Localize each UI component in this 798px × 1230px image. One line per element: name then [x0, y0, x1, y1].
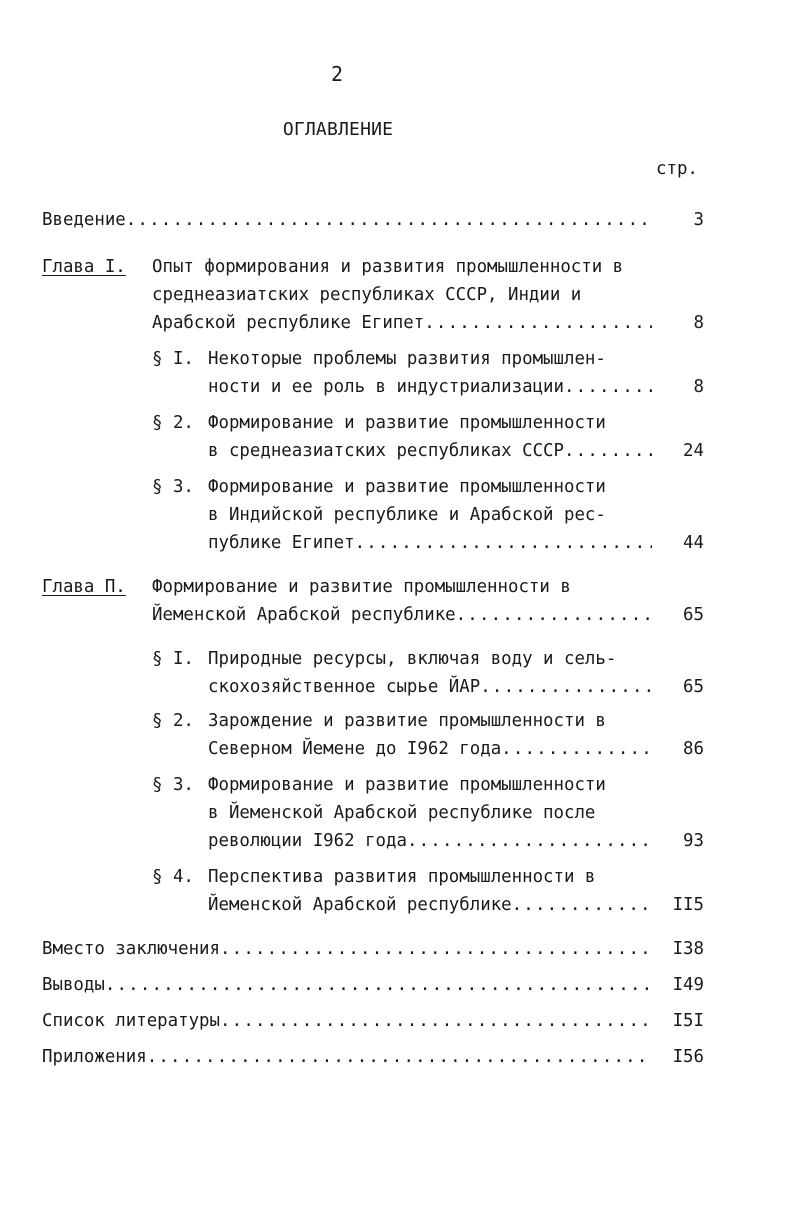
section-title-line: Северном Йемене до I962 года — [208, 739, 502, 759]
dot-leader — [456, 601, 652, 629]
toc-entry-page: 3 — [693, 210, 704, 230]
toc-entry-label: Вместо заключения — [42, 939, 220, 959]
dot-leader — [564, 437, 652, 465]
dot-leader — [147, 1043, 652, 1071]
section-title-last-line — [208, 529, 652, 557]
section-title-last-line — [208, 437, 652, 465]
section-title-line: публике Египет — [208, 533, 355, 553]
toc-entry — [42, 971, 652, 999]
section-title-last-line — [208, 891, 652, 919]
toc-entry-page: I56 — [672, 1047, 704, 1067]
section-mark: § 4. — [152, 867, 194, 887]
toc-entry-page: 44 — [683, 533, 704, 553]
section-title-last-line — [208, 673, 652, 701]
chapter-title-line: Формирование и развитие промышленности в — [152, 577, 571, 597]
page-title: ОГЛАВЛЕНИЕ — [282, 119, 394, 140]
dot-leader — [105, 971, 652, 999]
chapter-title-last-line — [152, 601, 652, 629]
toc-entry-page: 8 — [693, 313, 704, 333]
section-title-line: скохозяйственное сырье ЙАР — [208, 677, 481, 697]
section-title-last-line — [208, 735, 652, 763]
toc-entry — [42, 935, 652, 963]
dot-leader — [355, 529, 652, 557]
section-title-last-line — [208, 373, 652, 401]
section-title-line: Формирование и развитие промышленности — [208, 775, 606, 795]
section-title-line: Формирование и развитие промышленности — [208, 477, 606, 497]
section-mark: § I. — [152, 649, 194, 669]
toc-entry — [42, 1043, 652, 1071]
section-title-line: ности и ее роль в индустриализации — [208, 377, 564, 397]
toc-entry-intro — [42, 206, 652, 234]
toc-entry-page: 93 — [683, 831, 704, 851]
section-mark: § 3. — [152, 477, 194, 497]
section-title-line: Некоторые проблемы развития промышлен- — [208, 349, 606, 369]
dot-leader — [126, 206, 652, 234]
section-mark: § 2. — [152, 413, 194, 433]
toc-entry-label: Список литературы — [42, 1011, 220, 1031]
page-column-label: стр. — [656, 159, 698, 179]
dot-leader — [564, 373, 652, 401]
dot-leader — [480, 673, 652, 701]
toc-entry-label: Выводы — [42, 975, 105, 995]
chapter-title-line: Йеменской Арабской республике — [152, 605, 456, 625]
dot-leader — [512, 891, 652, 919]
chapter-title-line: среднеазиатских республиках СССР, Индии и — [152, 285, 582, 305]
chapter-title-line: Арабской республике Египет — [152, 313, 425, 333]
toc-entry-page: I38 — [672, 939, 704, 959]
dot-leader — [220, 935, 652, 963]
toc-entry-page: 65 — [683, 677, 704, 697]
toc-entry-page: I5I — [672, 1011, 704, 1031]
toc-entry-label: Введение — [42, 210, 126, 230]
section-mark: § I. — [152, 349, 194, 369]
chapter-label: Глава I. — [42, 257, 126, 277]
toc-entry — [42, 1007, 652, 1035]
page-number: 2 — [330, 62, 344, 86]
section-mark: § 2. — [152, 711, 194, 731]
dot-leader — [424, 309, 652, 337]
dot-leader — [220, 1007, 652, 1035]
section-title-line: Формирование и развитие промышленности — [208, 413, 606, 433]
section-title-line: Перспектива развития промышленности в — [208, 867, 596, 887]
chapter-title-last-line — [152, 309, 652, 337]
section-title-line: Йеменской Арабской республике — [208, 895, 512, 915]
toc-entry-page: 65 — [683, 605, 704, 625]
section-title-line: Природные ресурсы, включая воду и сель- — [208, 649, 617, 669]
section-title-line: Зарождение и развитие промышленности в — [208, 711, 606, 731]
dot-leader — [407, 827, 652, 855]
dot-leader — [501, 735, 652, 763]
section-title-line: в Йеменской Арабской республике после — [208, 803, 596, 823]
section-mark: § 3. — [152, 775, 194, 795]
toc-entry-page: 24 — [683, 441, 704, 461]
toc-entry-label: Приложения — [42, 1047, 147, 1067]
toc-entry-page: I49 — [672, 975, 704, 995]
chapter-label: Глава П. — [42, 577, 126, 597]
section-title-line: революции I962 года — [208, 831, 407, 851]
toc-entry-page: 86 — [683, 739, 704, 759]
toc-entry-page: II5 — [672, 895, 704, 915]
toc-entry-page: 8 — [693, 377, 704, 397]
section-title-last-line — [208, 827, 652, 855]
section-title-line: в среднеазиатских республиках СССР — [208, 441, 564, 461]
chapter-title-line: Опыт формирования и развития промышленности в — [152, 257, 624, 277]
section-title-line: в Индийской республике и Арабской рес- — [208, 505, 606, 525]
